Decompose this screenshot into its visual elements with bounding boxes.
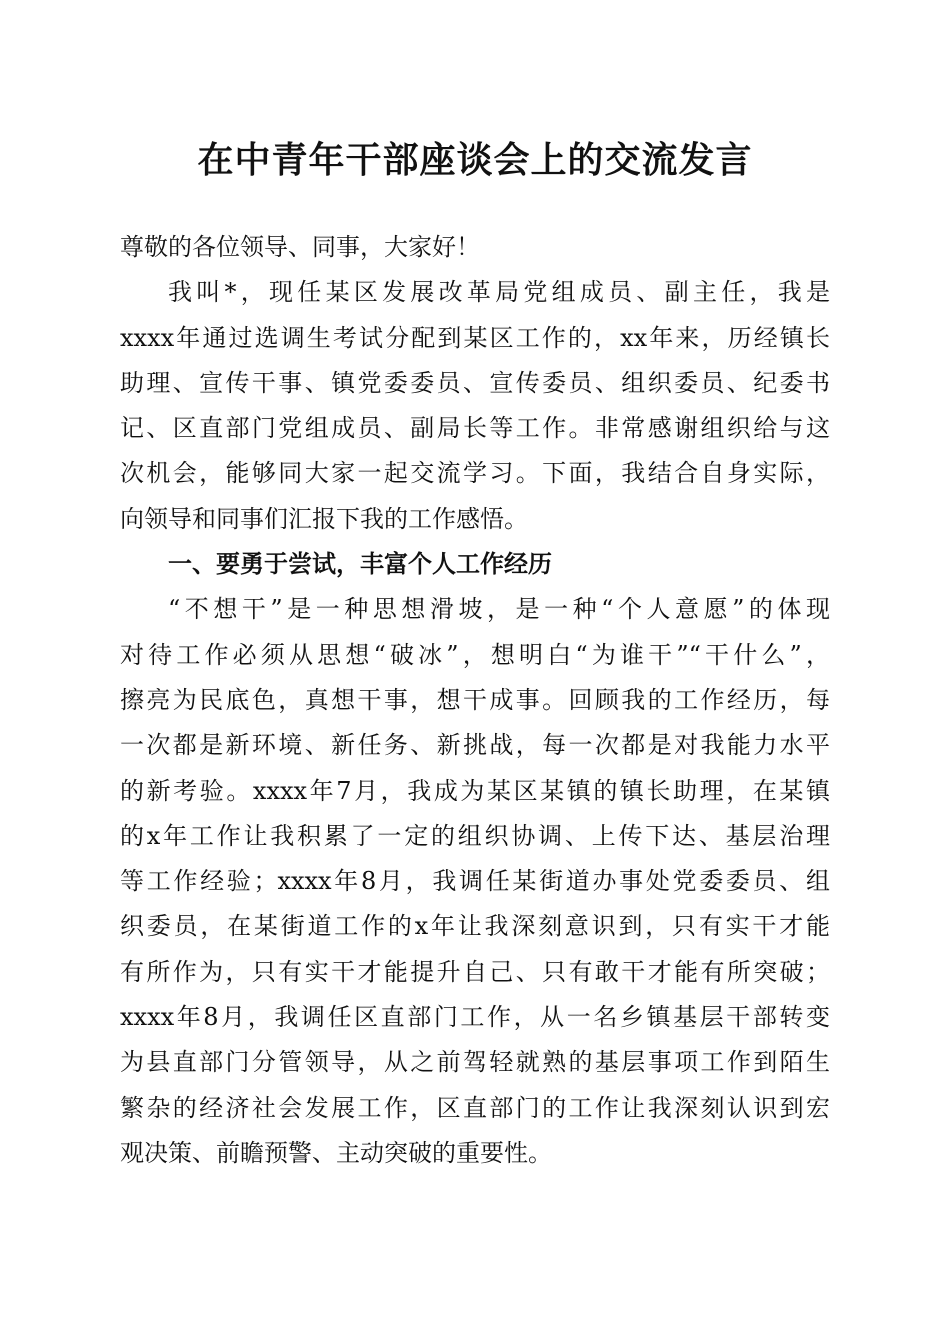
paragraph-line: “不想干”是一种思想滑坡，是一种“个人意愿”的体现 xyxy=(168,595,830,624)
paragraph-line: xxxx年通过选调生考试分配到某区工作的，xx年来，历经镇长 xyxy=(120,323,830,352)
paragraph-line: 助理、宣传干事、镇党委委员、宣传委员、组织委员、纪委书 xyxy=(120,368,830,397)
paragraph-line: 一次都是新环境、新任务、新挑战，每一次都是对我能力水平 xyxy=(120,731,830,760)
paragraph-line: 为县直部门分管领导，从之前驾轻就熟的基层事项工作到陌生 xyxy=(120,1048,830,1077)
paragraph-line: 的x年工作让我积累了一定的组织协调、上传下达、基层治理 xyxy=(120,821,830,850)
paragraph-line: 的新考验。xxxx年7月，我成为某区某镇的镇长助理，在某镇 xyxy=(120,776,830,805)
paragraph-line: xxxx年8月，我调任区直部门工作，从一名乡镇基层干部转变 xyxy=(120,1003,830,1032)
paragraph-line: 次机会，能够同大家一起交流学习。下面，我结合自身实际， xyxy=(120,459,830,488)
paragraph-line: 繁杂的经济社会发展工作，区直部门的工作让我深刻认识到宏 xyxy=(120,1093,830,1122)
paragraph-line: 向领导和同事们汇报下我的工作感悟。 xyxy=(120,504,528,533)
paragraph-line: 等工作经验；xxxx年8月，我调任某街道办事处党委委员、组 xyxy=(120,867,830,896)
document-title: 在中青年干部座谈会上的交流发言 xyxy=(197,139,753,181)
paragraph-line: 对待工作必须从思想“破冰”，想明白“为谁干”“干什么”， xyxy=(120,640,830,669)
paragraph-line: 有所作为，只有实干才能提升自己、只有敢干才能有所突破； xyxy=(120,957,830,986)
paragraph-line: 擦亮为民底色，真想干事，想干成事。回顾我的工作经历，每 xyxy=(120,685,830,714)
document-body xyxy=(120,225,830,1176)
salutation-line: 尊敬的各位领导、同事，大家好！ xyxy=(120,233,480,261)
section-heading: 一、要勇于尝试，丰富个人工作经历 xyxy=(168,550,552,579)
paragraph-line: 记、区直部门党组成员、副局长等工作。非常感谢组织给与这 xyxy=(120,414,830,443)
paragraph-line: 我叫*，现任某区发展改革局党组成员、副主任，我是 xyxy=(168,278,830,307)
paragraph-line: 观决策、前瞻预警、主动突破的重要性。 xyxy=(120,1138,552,1167)
paragraph-line: 织委员，在某街道工作的x年让我深刻意识到，只有实干才能 xyxy=(120,912,830,941)
